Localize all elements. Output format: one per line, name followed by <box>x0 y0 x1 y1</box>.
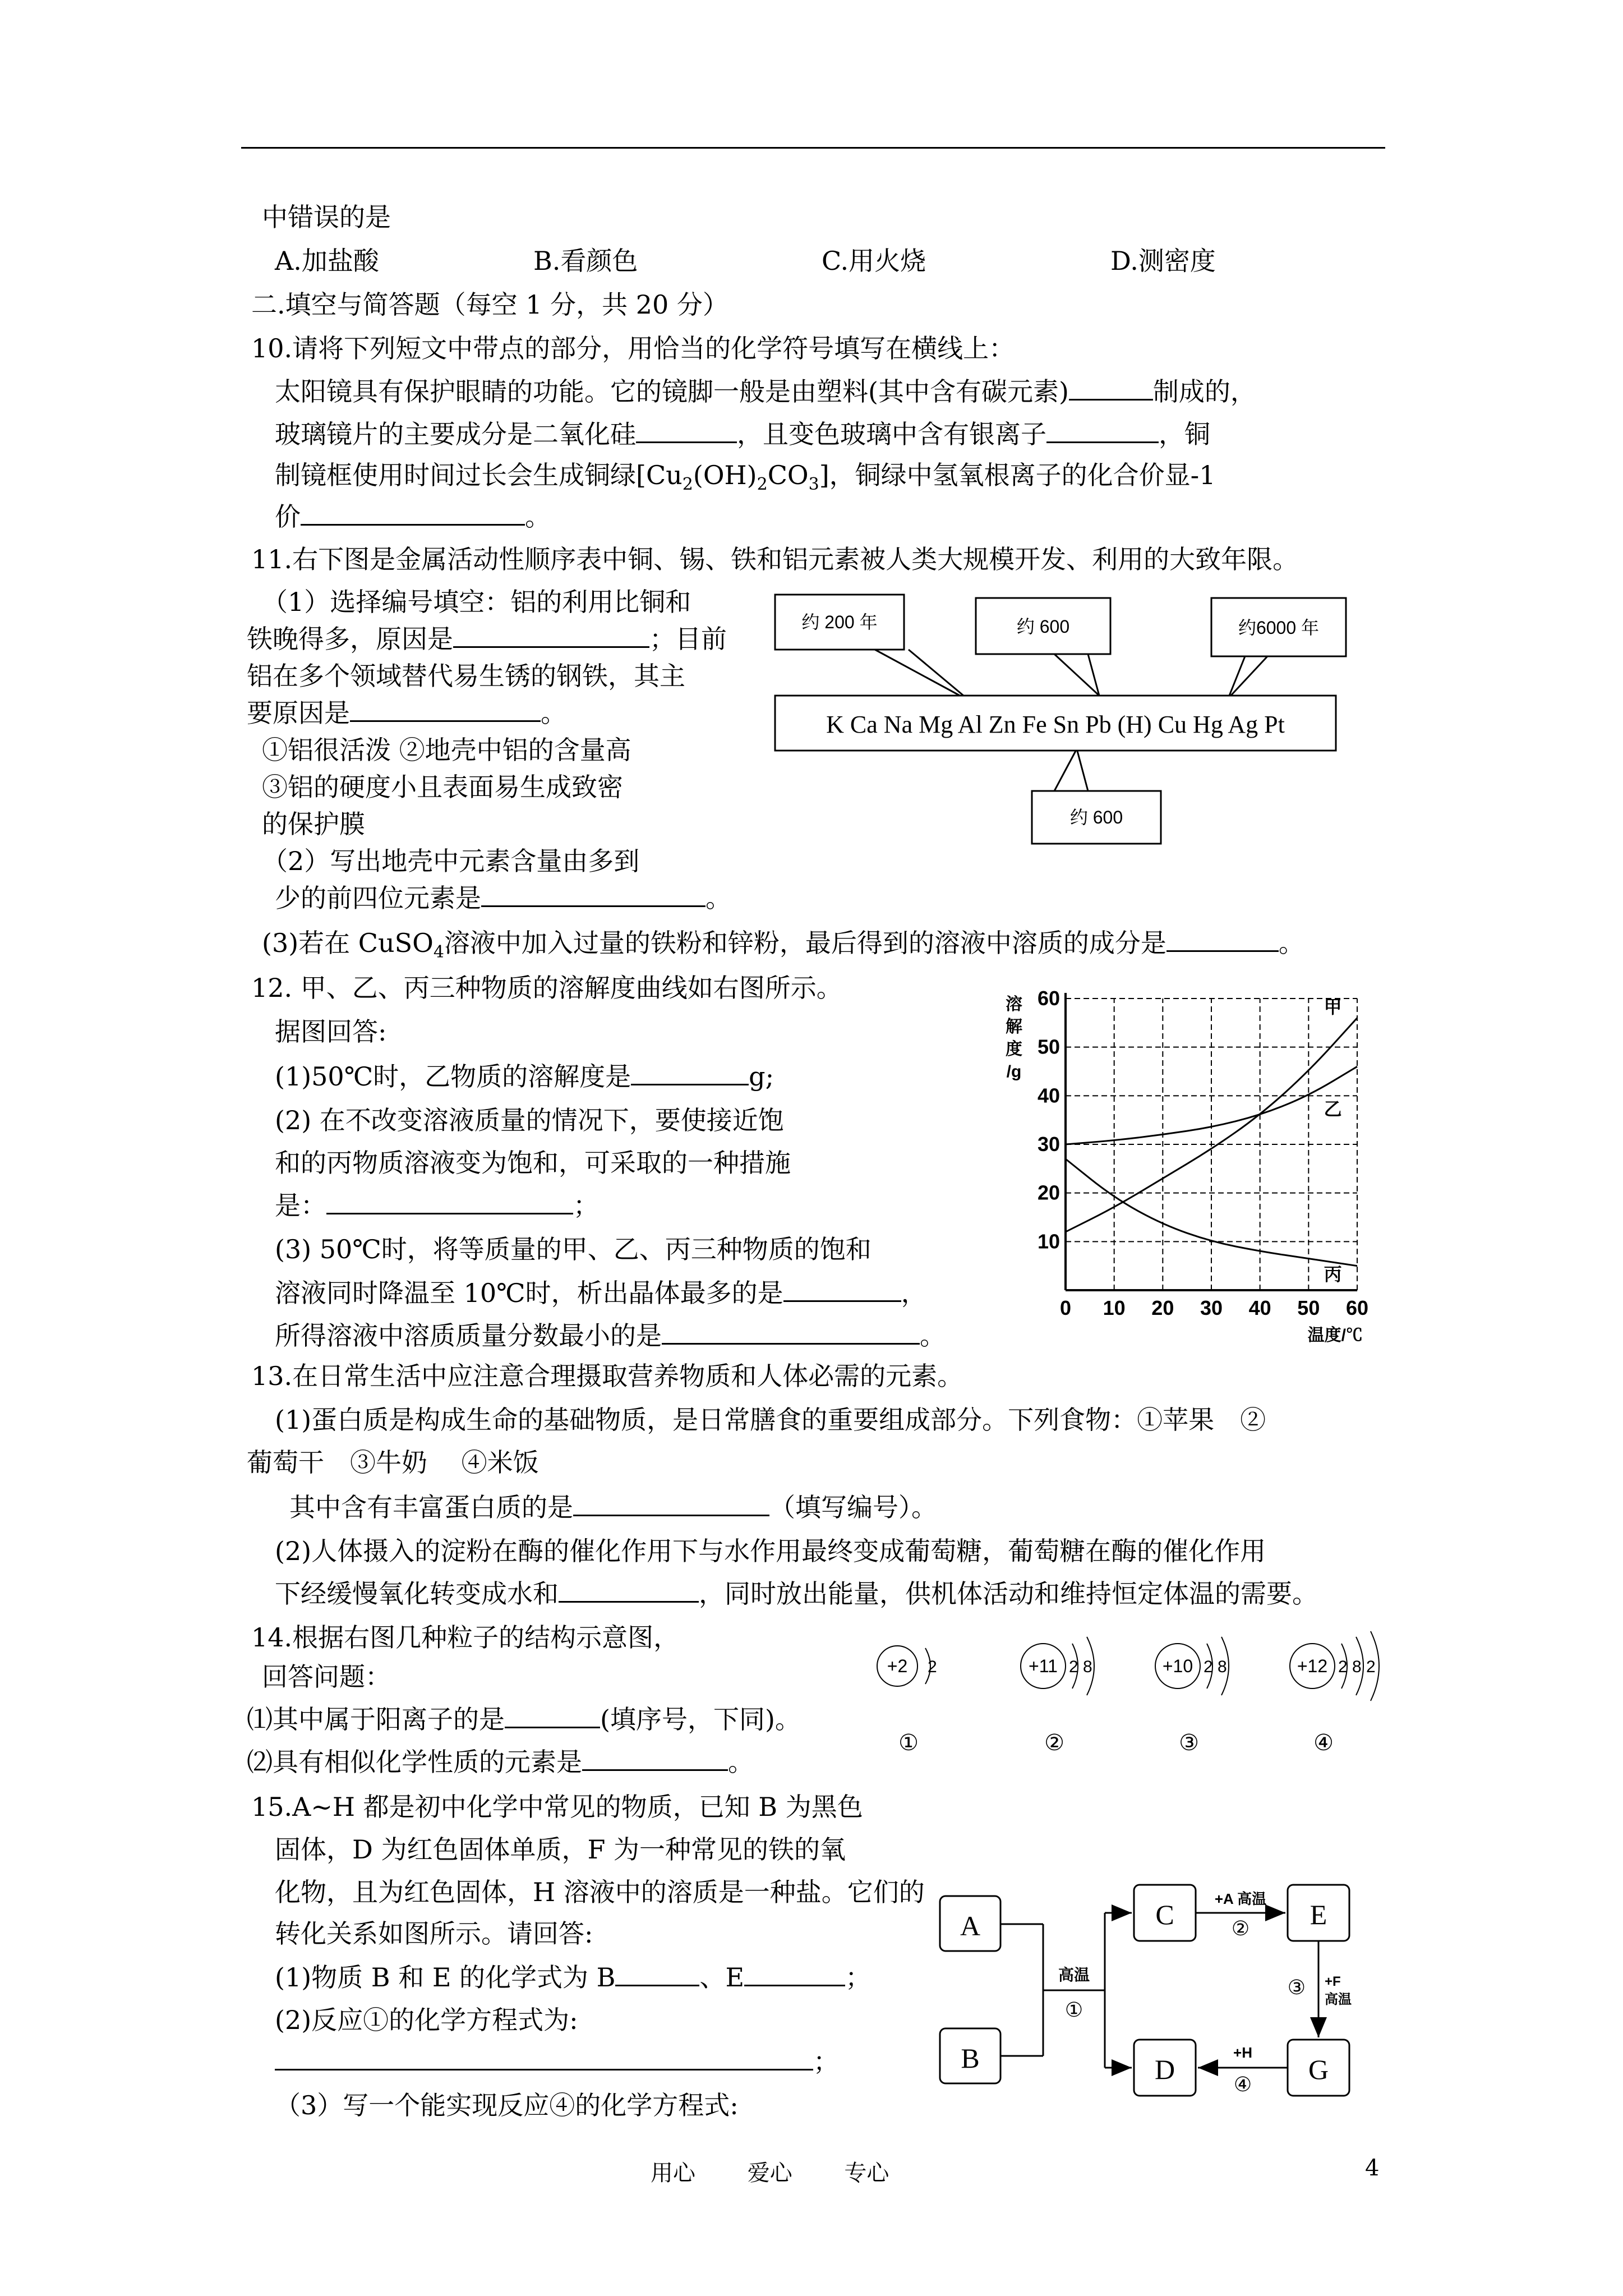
series-label-1: 甲 <box>1324 997 1342 1017</box>
reaction3-condition-b: 高温 <box>1325 1992 1352 2007</box>
callout2-pointer <box>1054 654 1099 696</box>
q12-p1-text: (1)50℃时，乙物质的溶解度是 <box>275 1061 631 1092</box>
callout2-text: 约 600 <box>1016 616 1070 637</box>
q11-p2-l2 <box>275 881 731 915</box>
y-tick-label: 60 <box>1037 987 1060 1010</box>
q12-p3-l1: (3) 50℃时，将等质量的甲、乙、丙三种物质的饱和 <box>275 1234 872 1264</box>
particle-1-nucleus: +2 <box>887 1656 908 1676</box>
q11-options-l3: 的保护膜 <box>262 809 365 839</box>
q11-blank-solute[interactable] <box>1166 926 1279 952</box>
particle-structure-diagrams <box>864 1616 1413 1773</box>
q15-l2: 固体，D 为红色固体单质，F 为一种常见的铁的氧 <box>275 1834 846 1865</box>
q12-p2-l1: (2) 在不改变溶液质量的情况下，要使接近饱 <box>275 1105 784 1135</box>
q12-p3-l2-end: ， <box>901 1278 927 1308</box>
y-axis-label-char: 度 <box>1006 1040 1022 1059</box>
particle-3-shells: 2 8 <box>1204 1658 1227 1676</box>
node-a-label: A <box>960 1910 981 1941</box>
particle-4-shells: 2 8 2 <box>1338 1658 1376 1676</box>
solubility-chart <box>987 976 1391 1346</box>
q12-p2-l3-text: 是： <box>275 1190 326 1221</box>
q11-p1-l2-text: 铁晚得多，原因是 <box>247 624 453 654</box>
q13-p1-l1: (1)蛋白质是构成生命的基础物质，是日常膳食的重要组成部分。下列食物：①苹果 ② <box>275 1405 1266 1435</box>
q10-line2-mid: ，且变色玻璃中含有银离子 <box>737 419 1046 449</box>
q13-p2-l2 <box>275 1576 1318 1611</box>
q14-l2: 回答问题： <box>262 1662 391 1692</box>
reaction4-condition: +H <box>1233 2044 1252 2061</box>
q11-p2-l2-text: 少的前四位元素是 <box>275 883 481 913</box>
q10-line3-c: CO <box>767 460 809 490</box>
q12-p3-l2 <box>275 1276 927 1310</box>
q10-line3-b: (OH) <box>693 460 757 490</box>
particle-4-nucleus: +12 <box>1297 1656 1328 1676</box>
node-e-label: E <box>1310 1899 1327 1930</box>
reaction4-number: ④ <box>1233 2073 1252 2096</box>
q15-l1: 15.A~H 都是初中化学中常见的物质，已知 B 为黑色 <box>251 1792 863 1822</box>
q13-p2-l1: (2)人体摄入的淀粉在酶的催化作用下与水作用最终变成葡萄糖，葡萄糖在酶的催化作用 <box>275 1536 1266 1566</box>
q11-p3-end: 。 <box>1278 928 1304 958</box>
particle-2-shells: 2 8 <box>1069 1658 1092 1676</box>
q11-blank-reason2[interactable] <box>350 696 541 722</box>
q12-stem: 12. 甲、乙、丙三种物质的溶解度曲线如右图所示。 <box>251 973 842 1003</box>
q13-p1-l2: 葡萄干 ③牛奶 ④米饭 <box>247 1447 539 1478</box>
q12-blank-most-crystal[interactable] <box>783 1276 901 1302</box>
q14-blank-similar[interactable] <box>582 1745 728 1771</box>
particle-4 <box>1290 1631 1379 1755</box>
activity-series-text: K Ca Na Mg Al Zn Fe Sn Pb (H) Cu Hg Ag Pt <box>826 711 1285 738</box>
q13-blank-product[interactable] <box>559 1576 699 1603</box>
q12-blank-solubility[interactable] <box>631 1059 749 1085</box>
callout1-pointer-b <box>909 650 970 701</box>
q10-line4-end: 。 <box>525 501 551 532</box>
reaction1-number: ① <box>1064 1998 1083 2021</box>
page-number: 4 <box>1365 2155 1380 2181</box>
y-axis-label-char: 解 <box>1006 1018 1022 1036</box>
q11-p1-l1: （1）选择编号填空：铝的利用比铜和 <box>262 587 691 617</box>
q11-p1-l4-end: 。 <box>541 698 566 728</box>
q12-blank-measure[interactable] <box>326 1188 573 1214</box>
y-axis-label-char: /g <box>1006 1062 1022 1081</box>
x-tick-label: 30 <box>1200 1296 1223 1319</box>
series-label-3: 丙 <box>1324 1264 1342 1285</box>
q12-p3-l2-text: 溶液同时降温至 10℃时，析出晶体最多的是 <box>275 1278 783 1308</box>
reaction1-condition: 高温 <box>1058 1966 1090 1984</box>
q9-tail-line: 中错误的是 <box>262 202 391 232</box>
x-tick-label: 40 <box>1248 1296 1271 1319</box>
node-c-label: C <box>1155 1899 1174 1930</box>
series-label-2: 乙 <box>1324 1099 1342 1119</box>
y-tick-label: 40 <box>1037 1084 1060 1107</box>
q12-p3-l3 <box>275 1318 946 1353</box>
node-g-label: G <box>1308 2054 1329 2085</box>
q10-line2-end: ，铜 <box>1159 419 1210 449</box>
q11-options-l1: ①铝很活泼 ②地壳中铝的含量高 <box>262 735 631 765</box>
particle-4-label: ④ <box>1313 1731 1334 1755</box>
q13-p1-l3-end: （填写编号）。 <box>769 1492 937 1522</box>
q9-option-a: A.加盐酸 <box>275 246 379 276</box>
q15-p2-answer <box>275 2044 839 2079</box>
q13-p2-l2-end: ，同时放出能量，供机体活动和维持恒定体温的需要。 <box>699 1579 1318 1609</box>
q10-sub2: 2 <box>757 475 768 495</box>
q11-p1-l2-end: ；目前 <box>649 624 727 654</box>
x-tick-label: 20 <box>1151 1296 1174 1319</box>
q15-p1 <box>275 1960 871 1995</box>
callout3-text: 约6000 年 <box>1238 618 1320 638</box>
reaction3-condition-a: +F <box>1325 1974 1341 1989</box>
callout1-text: 约 200 年 <box>801 612 878 632</box>
q11-p3-a: (3)若在 CuSO <box>262 928 434 958</box>
header-rule <box>241 147 1385 149</box>
callout4-text: 约 600 <box>1069 807 1123 827</box>
particle-2-label: ② <box>1044 1731 1064 1755</box>
reaction2-number: ② <box>1231 1917 1250 1940</box>
q9-option-c: C.用火烧 <box>822 246 926 276</box>
particle-3-label: ③ <box>1179 1731 1199 1755</box>
callout1-pointer <box>875 650 970 701</box>
section2-title: 二.填空与简答题（每空 1 分，共 20 分） <box>251 289 728 320</box>
q13-p1-l3 <box>289 1490 937 1525</box>
reaction-flow-diagram <box>931 1879 1368 2115</box>
q11-stem: 11.右下图是金属活动性顺序表中铜、锡、铁和铝元素被人类大规模开发、利用的大致年限。 <box>251 544 1299 574</box>
q11-blank-elements[interactable] <box>481 881 706 907</box>
q10-blank-sio2[interactable] <box>636 417 737 443</box>
q15-p3: （3）写一个能实现反应④的化学方程式: <box>275 2090 739 2120</box>
q11-p3-sub: 4 <box>433 942 444 963</box>
q10-line3 <box>275 458 1215 493</box>
q12-blank-min-fraction[interactable] <box>662 1318 920 1345</box>
particle-2 <box>1021 1637 1094 1755</box>
x-tick-label: 60 <box>1345 1296 1369 1319</box>
q10-line3-d: ]，铜绿中氢氧根离子的化合价显-1 <box>819 460 1216 490</box>
y-axis-label-char: 溶 <box>1006 995 1022 1014</box>
q12-p2-l3 <box>275 1188 599 1223</box>
q9-option-d: D.测密度 <box>1110 246 1216 276</box>
q15-l4: 转化关系如图所示。请回答: <box>275 1918 593 1949</box>
q15-blank-equation1[interactable] <box>275 2044 813 2070</box>
q10-sub1: 2 <box>682 475 693 495</box>
q14-p1 <box>247 1702 801 1737</box>
node-d-label: D <box>1154 2054 1175 2085</box>
q12-p2-l2: 和的丙物质溶液变为饱和，可采取的一种措施 <box>275 1148 791 1178</box>
q14-p1-text: ⑴其中属于阳离子的是 <box>247 1704 505 1734</box>
q11-p3-b: 溶液中加入过量的铁粉和锌粉，最后得到的溶液中溶质的成分是 <box>444 928 1166 958</box>
x-tick-label: 0 <box>1059 1296 1072 1319</box>
y-tick-label: 20 <box>1037 1181 1060 1204</box>
y-tick-label: 30 <box>1037 1133 1060 1156</box>
q13-stem: 13.在日常生活中应注意合理摄取营养物质和人体必需的元素。 <box>251 1361 963 1391</box>
callout4-pointer <box>1077 749 1088 791</box>
q15-p1-text: (1)物质 B 和 E 的化学式为 B <box>275 1962 616 1993</box>
q15-blank-e[interactable] <box>744 1960 845 1986</box>
q15-p1-mid: 、E <box>699 1962 745 1993</box>
q10-line1-text: 太阳镜具有保护眼睛的功能。它的镜脚一般是由塑料(其中含有碳元素) <box>275 376 1069 407</box>
q15-l3: 化物，且为红色固体，H 溶液中的溶质是一种盐。它们的 <box>275 1877 925 1907</box>
reaction2-condition: +A 高温 <box>1214 1890 1267 1907</box>
q14-p2-end: 。 <box>728 1747 754 1777</box>
callout3-pointer <box>1228 656 1245 698</box>
q11-options-l2: ③铝的硬度小且表面易生成致密 <box>262 772 623 802</box>
q14-p1-end: (填序号，下同)。 <box>600 1704 801 1734</box>
particle-1-label: ① <box>898 1731 919 1755</box>
particle-2-nucleus: +11 <box>1029 1656 1058 1676</box>
callout4-pointer-b <box>1054 749 1077 791</box>
x-axis-label: 温度/℃ <box>1307 1326 1363 1345</box>
q10-sub3: 3 <box>808 475 819 495</box>
q14-stem: 14.根据右图几种粒子的结构示意图， <box>251 1622 680 1653</box>
node-b-label: B <box>961 2042 980 2074</box>
q10-stem: 10.请将下列短文中带点的部分，用恰当的化学符号填写在横线上： <box>251 333 1015 364</box>
chart-grid <box>1066 999 1357 1290</box>
q12-p1 <box>275 1059 774 1094</box>
q15-p1-end: ； <box>845 1962 872 1993</box>
q11-p1-l3: 铝在多个领域替代易生锈的钢铁，其主 <box>247 661 685 691</box>
q10-line1-end: 制成的， <box>1152 376 1256 407</box>
q14-p2 <box>247 1745 754 1779</box>
q13-blank-protein[interactable] <box>573 1490 769 1516</box>
q15-p2: (2)反应①的化学方程式为: <box>275 2005 578 2035</box>
q11-blank-reason1[interactable] <box>453 622 649 648</box>
q12-p2-l3-end: ； <box>573 1190 599 1221</box>
footer-motto: 用心 爱心 专心 <box>651 2160 889 2186</box>
q11-p1-l2 <box>247 622 727 656</box>
q10-line4-text: 价 <box>275 501 301 532</box>
q13-p2-l2-text: 下经缓慢氧化转变成水和 <box>275 1579 559 1609</box>
q15-blank-b[interactable] <box>615 1960 699 1986</box>
callout3-pointer-b <box>1228 656 1267 698</box>
q12-p1-end: g; <box>749 1061 774 1092</box>
particle-1 <box>877 1646 937 1755</box>
q10-line1 <box>275 374 1256 409</box>
y-tick-label: 50 <box>1037 1035 1060 1059</box>
q13-p1-l3-text: 其中含有丰富蛋白质的是 <box>289 1492 573 1522</box>
q12-p3-l3-text: 所得溶液中溶质质量分数最小的是 <box>275 1320 662 1351</box>
q10-blank-oh-valence[interactable] <box>301 499 525 526</box>
particle-1-shells: 2 <box>928 1658 937 1676</box>
q10-blank-carbon[interactable] <box>1069 374 1153 401</box>
q12-p3-l3-end: 。 <box>920 1320 946 1351</box>
particle-3-nucleus: +10 <box>1162 1656 1193 1676</box>
q10-line2 <box>275 417 1210 452</box>
x-tick-label: 50 <box>1297 1296 1320 1319</box>
q9-option-b: B.看颜色 <box>533 246 638 276</box>
q15-p2-end: ； <box>813 2046 839 2077</box>
reaction3-number: ③ <box>1287 1976 1306 1999</box>
q10-line2-text: 玻璃镜片的主要成分是二氧化硅 <box>275 419 636 449</box>
q11-p1-l4 <box>247 696 566 730</box>
q11-p2-l2-end: 。 <box>706 883 731 913</box>
x-tick-label: 10 <box>1103 1296 1126 1319</box>
q11-p1-l4-text: 要原因是 <box>247 698 350 728</box>
q11-p2-l1: （2）写出地壳中元素含量由多到 <box>262 846 640 876</box>
particle-3 <box>1155 1637 1229 1755</box>
y-tick-label: 10 <box>1037 1230 1060 1253</box>
q12-l2: 据图回答: <box>275 1016 387 1047</box>
q10-line4 <box>275 499 551 534</box>
q11-p3 <box>262 926 1304 963</box>
q10-line3-a: 制镜框使用时间过长会生成铜绿[Cu <box>275 460 683 490</box>
q14-p2-text: ⑵具有相似化学性质的元素是 <box>247 1747 582 1777</box>
q10-blank-ag-ion[interactable] <box>1046 417 1159 443</box>
q14-blank-cation[interactable] <box>505 1702 600 1728</box>
metal-activity-diagram <box>774 583 1419 847</box>
